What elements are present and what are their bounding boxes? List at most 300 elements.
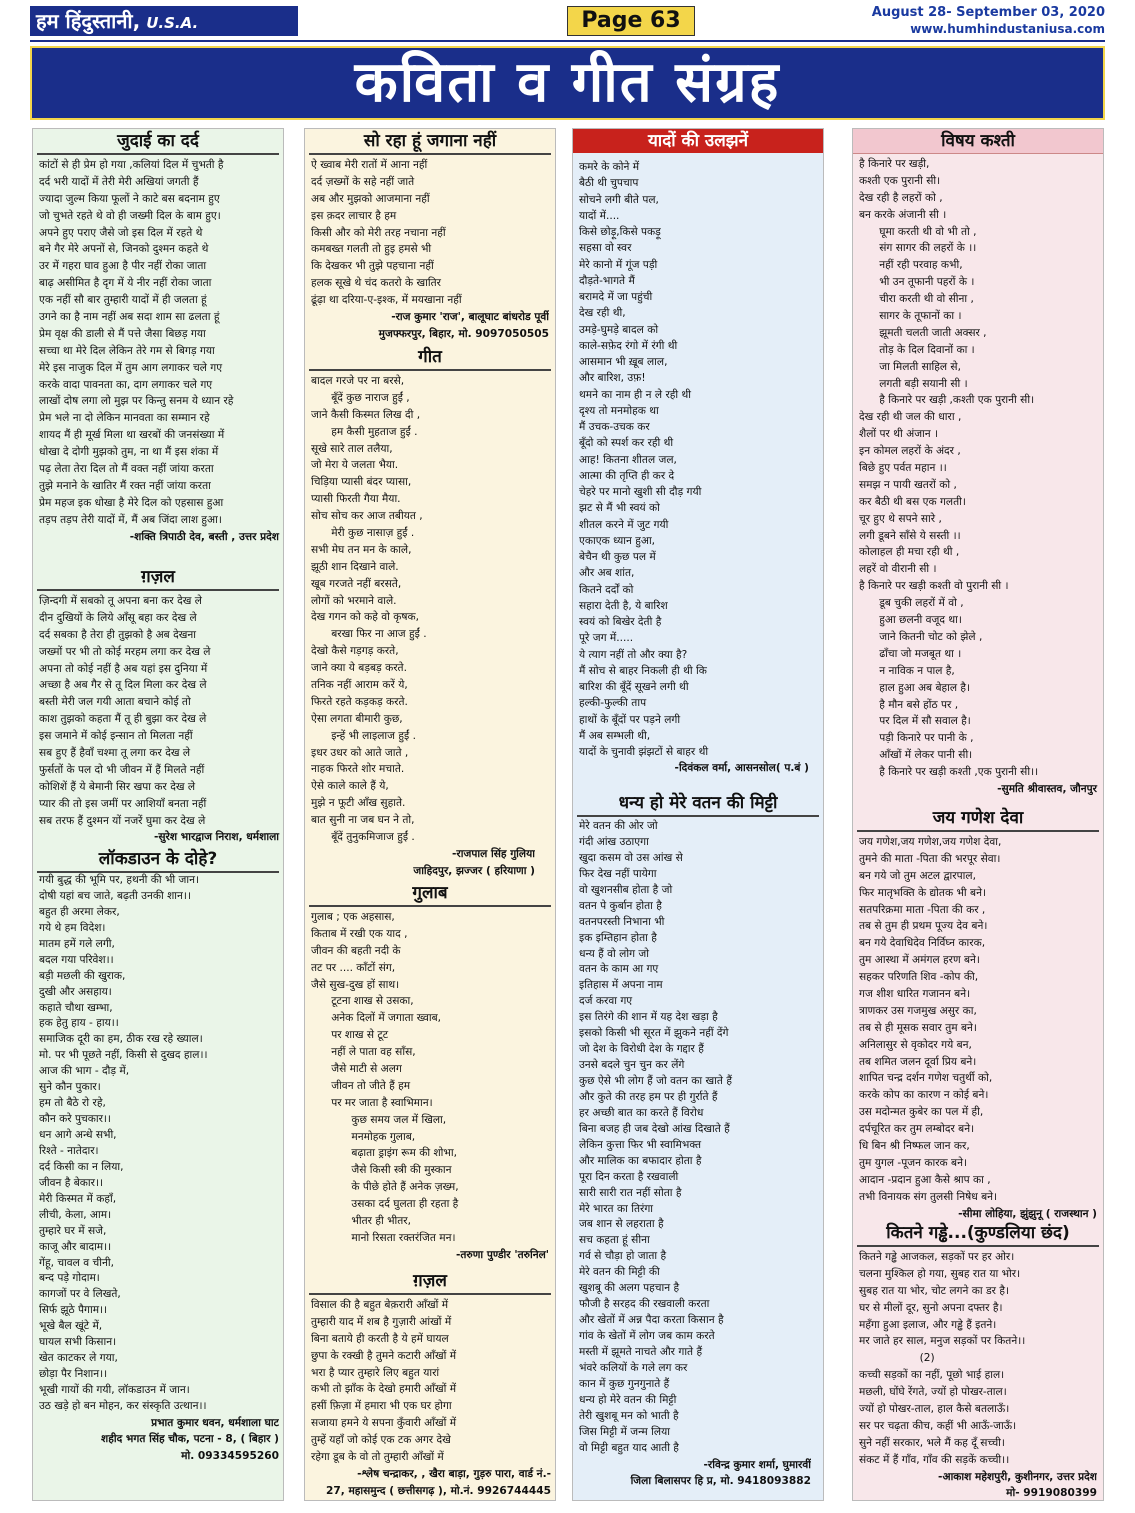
poem-line: गुलाब ; एक अहसास,	[311, 911, 395, 923]
poem-line: है किनारे पर खड़ी ,कश्ती एक पुरानी सी।	[859, 394, 1035, 407]
column-4	[852, 128, 1104, 1501]
poem-credits	[853, 1469, 1103, 1502]
poem-title: जय गणेश देवा	[857, 806, 1099, 832]
poem-credit-line: -राजपाल सिंह गुलिया	[452, 847, 535, 860]
poem-line: कमरे के कोने में	[579, 161, 640, 173]
poem-line: जब शान से लहराता है	[579, 1218, 664, 1231]
poem-judai	[33, 129, 283, 545]
poem-line: बाढ़ असीमित है दृग में ये नीर नहीं रोका जाता	[39, 277, 212, 290]
poem-line: आत्मा की तृप्ति ही कर दे	[579, 469, 675, 482]
poem-line: मेरे भारत का तिरंगा	[579, 1202, 654, 1215]
poem-line: कभी तो झाँक के देखो हमारी आँखों में	[311, 1383, 457, 1396]
poem-line: काजू और बादाम।।	[39, 1240, 112, 1253]
poem-yadon-ki-uljhane	[573, 129, 823, 777]
poem-line: जैसे किसी स्त्री की मुस्कान	[311, 1164, 452, 1177]
poem-credit: -सुरेश भारद्वाज निराश, धर्मशाला	[153, 831, 279, 844]
poem-body	[573, 817, 823, 1457]
poem-line: जैसे सुख-दुख हों साथ।	[311, 978, 400, 991]
poem-line: खुशबू की अलग पहचान है	[579, 1282, 680, 1295]
poem-credits	[305, 846, 555, 879]
poem-so-raha-hun	[305, 129, 555, 342]
poem-line: धन्य हैं वो लोग जो	[579, 947, 650, 960]
poem-line: गर्व से चौड़ा हो जाता है	[579, 1250, 667, 1263]
poem-line: घायल सभी किसान।	[39, 1336, 117, 1349]
poem-line: दीन दुखियों के लिये आँसू बहा कर देख ले	[39, 611, 197, 624]
poem-line: तुम आस्था में अमंगल हरण बने।	[859, 954, 980, 967]
poem-line: मेरे कानो में गूंज पड़ी	[579, 258, 658, 271]
poem-line: देख रही थी,	[579, 307, 626, 320]
poem-title: जुदाई का दर्द	[37, 129, 279, 155]
poem-line: करके वादा पावनता का, दाग लगाकर चले गए	[39, 378, 213, 391]
poem-line: रहेगा डूब के वो तो तुम्हारी आँखों में	[311, 1451, 444, 1464]
poem-line: तुम्हारे घर में सजे,	[39, 1224, 107, 1237]
poem-line: पूरे जग में.....	[579, 632, 634, 645]
poem-line: इसको किसी भी सूरत में झुकने नहीं देंगे	[579, 1027, 729, 1040]
poem-line: कांटों से ही प्रेम हो गया ,कलियां दिल में चुभती है	[39, 159, 224, 171]
poem-line: किसी और को मेरी तरह नचाना नहीं	[311, 226, 446, 239]
poem-line: जैसे माटी से अलग	[311, 1063, 402, 1076]
poem-line: तनिक नहीं आराम करें ये,	[311, 679, 408, 692]
poem-line: लीची, केला, आम।	[39, 1208, 112, 1221]
poem-line: धि बिन श्री निष्फल जान कर,	[859, 1140, 970, 1153]
poem-line: सुने नहीं सरकार, भले मैं कह दूँ सच्ची।	[859, 1436, 1005, 1449]
poem-line: सुबह रात या भोर, चोट लगने का डर है।	[859, 1284, 1010, 1297]
poem-line: गंदी आंख उठाएगा	[579, 835, 649, 848]
poem-line: गये थे हम विदेश।	[39, 921, 106, 934]
poem-line: आह! कितना शीतल जल,	[579, 453, 677, 466]
poem-line: (2)	[859, 1352, 935, 1365]
poem-line: मस्ती में झूमते नाचते और गाते हैं	[579, 1345, 703, 1358]
poem-line: डूब चुकी लहरों में वो ,	[859, 597, 964, 610]
poem-line: कहाते चौथा खम्भा,	[39, 1001, 113, 1014]
poem-line: बारिश की बूँदें सूखने लगी थी	[579, 681, 689, 693]
poem-body	[853, 1247, 1103, 1469]
poem-line: अपने हुए पराए जैसे जो इस दिल में रहते थे	[39, 226, 203, 239]
poem-line: शापित चन्द्र दर्शन गणेश चतुर्थी को,	[859, 1072, 993, 1085]
poem-line: वो मिट्टी बहुत याद आती है	[579, 1441, 679, 1454]
poem-line: पढ़ लेता तेरा दिल तो मैं वक्त नहीं जांया करता	[39, 463, 214, 476]
poem-line: आसमान भी ख़ूब लाल,	[579, 356, 668, 368]
poem-line: बन करके अंजानी सी ।	[859, 208, 947, 221]
poem-line: तुम्हें यहाँ जो कोई एक टक अगर देखे	[311, 1434, 451, 1447]
poem-line: कितने दर्दों को	[579, 583, 634, 596]
poem-line: सूखे सारे ताल तलैया,	[311, 442, 393, 455]
poem-line: हल्की-फुल्की ताप	[579, 697, 647, 710]
poem-line: हम तो बैठे रो रहे,	[39, 1097, 106, 1110]
poem-line: मैं उचक-उचक कर	[579, 421, 650, 433]
poem-line: मैं अब सम्भली थी,	[579, 729, 651, 742]
poem-line: कश्ती एक पुरानी सी।	[859, 174, 941, 187]
poem-line: हाल हुआ अब बेहाल है।	[859, 681, 971, 694]
poem-credit-line: 27, महासमुन्द ( छत्तीसगढ़ ), मो.नं. 9926744445	[325, 1484, 551, 1497]
poem-line: सिर्फ झूठे पैगाम।।	[39, 1304, 108, 1317]
poem-body	[305, 907, 555, 1247]
poem-credit: -शक्ति त्रिपाठी देव, बस्ती , उत्तर प्रदेश	[129, 530, 279, 543]
poem-credit-line: -राज कुमार 'राज', बालूघाट बांधरोड पूर्वी	[391, 311, 549, 324]
poem-line: लगती बड़ी सयानी सी ।	[859, 377, 968, 390]
poem-line: मर जाते हर साल, मनुज सड़कों पर कितने।।	[859, 1335, 1026, 1348]
poem-line: मैं सोच से बाहर निकली ही थी कि	[579, 664, 707, 677]
poem-line: दर्द सबका है तेरा ही तुझको है अब देखना	[39, 628, 196, 641]
poem-line: सहकर परिणति शिव -कोप की,	[859, 971, 979, 984]
poem-line: और खेतों में अन्न पैदा करता किसान है	[579, 1314, 724, 1327]
poem-line: बड़ी मछली की खुराक,	[39, 969, 126, 982]
brand-logo	[30, 6, 298, 36]
poem-line: ऐसा लगता बीमारी कुछ,	[311, 712, 403, 725]
poem-line: कुछ समय जल में खिला,	[311, 1113, 447, 1126]
poem-line: छुपा के रक्खी है तुमने कटारी आँखों में	[311, 1349, 457, 1362]
poem-line: वतन पे कुर्बान होता है	[579, 899, 662, 912]
poem-title: गुलाब	[309, 881, 551, 907]
poem-ghazal-2	[305, 1269, 555, 1499]
poem-line: तब से ही मूसक सवार तुम बने।	[859, 1021, 977, 1034]
poem-gulab	[305, 881, 555, 1263]
poem-line: पूरा दिन करता है रखवाली	[579, 1170, 679, 1183]
poem-line: ढाँचा जो मजबूत था ।	[859, 647, 962, 660]
poem-line: बहुत ही अरमा लेकर,	[39, 905, 120, 918]
poem-line: मछली, घोंघे रेंगते, ज्यों हो पोखर-ताल।	[859, 1386, 1007, 1399]
poem-line: दुखी और असहाय।	[39, 985, 112, 998]
poem-line: मेरी किस्मत में कहाँ,	[39, 1192, 117, 1205]
poem-line: उगने का है नाम नहीं अब सदा शाम सा ढलता हूं	[39, 311, 220, 324]
poem-line: ये त्याग नहीं तो और क्या है?	[579, 648, 688, 661]
poem-line: जय गणेश,जय गणेश,जय गणेश देवा,	[859, 836, 1002, 848]
poem-body	[33, 155, 283, 529]
poem-line: हलक सूखे थे चंद कतरो के खातिर	[311, 277, 442, 290]
poem-line: उर में गहरा घाव हुआ है पीर नहीं रोका जाता	[39, 260, 207, 273]
poem-line: शीतल करने में जुट गयी	[579, 518, 669, 531]
brand-name: हम हिंदुस्तानी,	[36, 9, 141, 33]
poem-line: सोचने लगी बीते पल,	[579, 193, 659, 206]
poem-line: बरामदे में जा पहुंची	[579, 291, 653, 303]
poem-line: है मौन बसे होंठ पर ,	[859, 698, 959, 711]
poem-line: प्रेम भले ना दो लेकिन मानवता का सम्मान रहे	[39, 412, 210, 425]
poem-line: बन्द पड़े गोदाम।	[39, 1272, 100, 1285]
poem-line: समाजिक दूरी का हम, ठीक रख रहे ख्याल।	[39, 1033, 203, 1046]
poem-line: उस मदोन्मत कुबेर का पल में ही,	[859, 1106, 984, 1119]
poem-line: फिरते रहते कड़कड़ करते.	[311, 695, 408, 708]
poem-body	[305, 155, 555, 309]
poem-line: बूँदें कुछ नाराज हुईं ,	[311, 391, 410, 404]
poem-line: देख रही थी जल की धारा ,	[859, 411, 962, 424]
poem-line: लगी डूबने साँसे ये सस्ती ।।	[859, 529, 961, 542]
poem-title: सो रहा हूं जगाना नहीं	[309, 129, 551, 155]
poem-line: बूँदें तुनुकमिजाज हुईं .	[311, 831, 415, 844]
poem-line: तुझे मनाने के खातिर मैं रक्त नहीं जांया करता	[39, 479, 211, 492]
poem-line: जीवन की बहती नदी के	[311, 944, 401, 957]
poem-line: बस्ती मेरी जल गयी आता बचाने कोई तो	[39, 696, 191, 709]
poem-line: गयी बुद्ध की भूमि पर, हथनी की भी जान।	[39, 874, 200, 886]
poem-line: चेहरे पर मानो खुशी सी दौड़ गयी	[579, 486, 702, 498]
poem-line: फिर देख नहीं पायेगा	[579, 867, 657, 880]
poem-line: है किनारे पर खड़ी कश्ती वो पुरानी सी ।	[859, 580, 1009, 593]
poem-credit-line: -आकाश महेशपुरी, कुशीनगर, उत्तर प्रदेश	[938, 1470, 1097, 1483]
poem-line: धन आगे अन्धे सभी,	[39, 1129, 117, 1141]
poem-line: हक हेतु हाय - हाय।।	[39, 1017, 119, 1030]
poem-line: लाखों दोष लगा लो मुझ पर किन्तु सनम ये ध्यान रहे	[39, 395, 234, 408]
poem-title: विषय कश्ती	[853, 129, 1103, 154]
poem-line: चिड़िया प्यासी बंदर प्यासा,	[311, 476, 412, 489]
poem-line: मेरे वतन की ओर जो	[579, 820, 658, 832]
poem-line: सब हुए हैं हैवाँ चश्मा तू लगा कर देख ले	[39, 747, 191, 760]
poem-line: वतन के काम आ गए	[579, 963, 659, 976]
poem-credit-line: मो- 9919080399	[1006, 1487, 1097, 1500]
poem-title: ग़ज़ल	[37, 565, 279, 591]
poem-line: विसाल की है बहुत बेक़रारी आँखों में	[311, 1299, 449, 1311]
poem-body	[853, 832, 1103, 1206]
poem-line: खेत काटकर ले गया,	[39, 1352, 118, 1365]
issue-date: August 28- September 03, 2020	[871, 5, 1105, 20]
poem-line: है किनारे पर खड़ी,	[859, 158, 930, 170]
poem-line: छोड़ा पैर निशान।।	[39, 1368, 108, 1381]
poem-credits	[573, 1457, 823, 1490]
poem-credit: -तरुणा पुण्डीर 'तरुनिल'	[455, 1248, 549, 1261]
poem-line: मेरे इस नाजुक दिल में तुम आग लगाकर चले गए	[39, 361, 223, 374]
poem-line: सजाया हमने ये सपना कुँवारी आँखों में	[311, 1417, 457, 1430]
poem-line: पर मर जाता है स्वाभिमान।	[311, 1096, 433, 1109]
poem-line: टूटना शाख से उसका,	[311, 995, 414, 1008]
poem-credit-line: जाहिदपुर, झज्जर ( हरियाणा )	[413, 864, 535, 877]
poem-line: कुछ ऐसे भी लोग हैं जो वतन का खाते हैं	[579, 1075, 732, 1087]
poem-line: कितने गड्ढे आजकल, सड़कों पर हर ओर।	[859, 1251, 1015, 1263]
header-rule	[30, 40, 1105, 42]
poem-line: ज्यों हो पोखर-ताल, हाल कैसे बतलाऊँ।	[859, 1403, 1010, 1416]
poem-line: तब से तुम ही प्रथम पूज्य देव बने।	[859, 920, 988, 933]
poem-line: है किनारे पर खड़ी कश्ती ,एक पुरानी सी।।	[859, 766, 1039, 779]
poem-line: बैठी थी चुपचाप	[579, 177, 639, 190]
poem-line: स्वयं को बिखेर देती है	[579, 616, 662, 628]
poem-line: बूँदो को स्पर्श कर रही थी	[579, 437, 674, 450]
poem-line: चीरा करती थी वो सीना ,	[859, 293, 974, 306]
poem-line: घूमा करती थी वो भी तो ,	[859, 225, 977, 238]
poem-line: भीतर ही भीतर,	[311, 1215, 412, 1228]
poem-line: जो देश के विरोधी देश के गद्दार हैं	[579, 1043, 704, 1056]
poem-line: गज शीश धारित गजानन बने।	[859, 988, 971, 1001]
poem-line: फिर मातृभक्ति के द्योतक भी बने।	[859, 886, 986, 899]
poem-line: हर अच्छी बात का करते हैं विरोध	[579, 1106, 704, 1119]
poem-line: नहीं रही परवाह कभी,	[859, 259, 963, 272]
poem-line: प्रेम महज इक धोखा है मेरे दिल को एहसास हुआ	[39, 496, 224, 509]
poem-line: एक नहीं सौ बार तुम्हारी यादों में ही जलता हूं	[39, 294, 207, 307]
poem-line: सर पर चढ़ता कीच, कहीं भी आऊँ-जाऊँ।	[859, 1419, 1017, 1432]
poem-title: धन्य हो मेरे वतन की मिट्टी	[577, 791, 819, 817]
poem-line: रिश्ते - नातेदार।	[39, 1144, 99, 1157]
poem-title: ग़ज़ल	[309, 1269, 551, 1295]
poem-line: धन्य हो मेरे वतन की मिट्टी	[579, 1393, 677, 1406]
poem-line: ऐ ख्वाब मेरी रातों में आना नहीं	[311, 159, 428, 171]
poem-line: जाने कितनी चोट को झेले ,	[859, 630, 983, 643]
poem-line: हाथों के बूँदों पर पड़ने लगी	[579, 713, 681, 726]
column-2	[304, 128, 556, 1501]
banner-title: कविता व गीत संग्रह	[354, 50, 781, 115]
poem-line: बढ़ाता ड्राइंग रूम की शोभा,	[311, 1147, 457, 1160]
poem-line: वतनपरस्ती निभाना भी	[579, 915, 665, 928]
poem-credit-line: जिला बिलासपर हि प्र, मो. 9418093882	[630, 1475, 811, 1488]
poem-line: भी उन तूफानी पहरों के ।	[859, 276, 975, 289]
poem-line: यादों में....	[579, 209, 620, 222]
poem-line: दौड़ते-भागते मैं	[579, 274, 635, 287]
poem-line: आदान -प्रदान हुआ कैसे श्राप का ,	[859, 1173, 991, 1186]
poem-line: यादों के चुनावी झंझटों से बाहर थी	[579, 746, 709, 758]
poem-geet	[305, 345, 555, 879]
poem-line: नहीं ले पाता वह साँस,	[311, 1046, 416, 1059]
poem-line: उसका दर्द घुलता ही रहता है	[311, 1198, 459, 1211]
poem-line: सब तरफ हैं दुश्मन यों नजरें घुमा कर देख ले	[39, 814, 206, 827]
page-number: Page 63	[567, 6, 695, 36]
poem-line: हसीं फ़िज़ा में हमारा भी एक घर होगा	[311, 1400, 452, 1413]
poem-line: सोच सोच कर आज तबीयत ,	[311, 510, 423, 523]
website-url: www.humhindustaniusa.com	[910, 22, 1105, 36]
poem-line: दर्द किसी का न लिया,	[39, 1160, 124, 1173]
poem-line: धोखा दे दोगी मुझको तुम, ना था मैं इस शंका में	[39, 446, 219, 459]
poem-line: प्रेम वृक्ष की डाली से मैं पत्ते जैसा बिछड़ गया	[39, 327, 206, 340]
poem-line: उनसे बदले चुन चुन कर लेंगे	[579, 1059, 685, 1072]
poem-line: मो. पर भी पूछते नहीं, किसी से दुखद हाल।।	[39, 1049, 208, 1062]
poem-line: कोलाहल ही मचा रही थी ,	[859, 546, 960, 559]
poem-line: जीवन है बेकार।।	[39, 1176, 104, 1189]
poem-line: आँखों में लेकर पानी सी।	[859, 749, 973, 762]
poem-line: बिना बजह ही जब देखो आंख दिखाते हैं	[579, 1122, 730, 1135]
poem-line: जीवन तो जीते हैं हम	[311, 1079, 411, 1092]
poem-body	[573, 153, 823, 760]
poem-line: कमबख्त गलती तो हुइ हमसे भी	[311, 243, 432, 256]
poem-line: काले-सफ़ेद रंगो में रंगी थी	[579, 339, 678, 352]
poem-line: आज की भाग - दौड़ में,	[39, 1065, 130, 1078]
poem-line: अपना तो कोई नहीं है अब यहां इस दुनिया में	[39, 662, 208, 675]
poem-line: शायद मैं ही मूर्ख मिला था खरबों की जनसंख्या में	[39, 429, 225, 442]
poem-line: कान में कुछ गुनगुनाते हैं	[579, 1377, 670, 1390]
poem-line: बरखा फिर ना आज हुईं .	[311, 628, 427, 641]
poem-dhanya-ho	[573, 791, 823, 1490]
poem-line: इस जमाने में कोई इन्सान तो मिलता नहीं	[39, 730, 193, 743]
poem-line: फौजी है सरहद की रखवाली करता	[579, 1298, 710, 1311]
poem-vishay-kashti	[853, 129, 1103, 798]
poem-kitne-gaddhe	[853, 1221, 1103, 1502]
poem-line: अच्छा है अब गैर से तू दिल मिला कर देख ले	[39, 679, 207, 692]
poem-line: गेंहू, चावल व चीनी,	[39, 1256, 114, 1269]
poem-credit-line: मो. 09334595260	[181, 1450, 279, 1463]
poem-line: जाने कैसी किस्मत लिख दी ,	[311, 408, 421, 421]
poem-credit-line: मुजफ्फरपुर, बिहार, मो. 9097050505	[378, 327, 549, 340]
poem-line: दर्द ज़ख्मों के सहे नहीं जाते	[311, 175, 415, 188]
poem-line: और बारिश, उफ़!	[579, 372, 646, 385]
poem-line: और मालिक का बफादार होता है	[579, 1154, 702, 1167]
poem-line: मेरी कुछ नासाज़ हुईं .	[311, 527, 415, 540]
poem-line: झूमती चलती जाती अक्सर ,	[859, 326, 987, 339]
poem-title: लॉकडाउन के दोहे?	[37, 847, 279, 873]
poem-line: बिछे हुए पर्वत महान ।।	[859, 462, 947, 475]
poem-line: दोषी यहां बच जाते, बढ़ती उनकी शान।।	[39, 889, 191, 902]
poem-line: सागर के तूफानों का ।	[859, 310, 962, 323]
poem-line: सारी सारी रात नहीं सोता है	[579, 1186, 682, 1199]
poem-line: दर्ज करवा गए	[579, 995, 633, 1008]
poem-line: शैलों पर थी अंजान ।	[859, 428, 939, 441]
poem-line: इस क़दर लाचार है हम	[311, 209, 397, 222]
poem-credit-line: प्रभात कुमार धवन, धर्मशाला घाट	[151, 1416, 279, 1429]
poem-line: ज़िन्दगी में सबको तू अपना बना कर देख ले	[39, 595, 202, 607]
poem-credit: -सुमति श्रीवास्तव, जौनपुर	[997, 782, 1097, 795]
poem-line: मुझे न फूटी आँख सुहाते.	[311, 797, 406, 810]
poem-line: बने गैर मेरे अपनों से, जिनको दुश्मन कहते थे	[39, 243, 209, 256]
poem-line: मनमोहक गुलाब,	[311, 1130, 416, 1143]
poem-line: इतिहास में अपना नाम	[579, 979, 663, 992]
poem-line: प्यार की तो इस जमीं पर आशियाँ बनता नहीं	[39, 797, 207, 810]
poem-line: गांव के खेतों में लोग जब काम करते	[579, 1330, 715, 1342]
poem-line: जख्मों पर भी तो कोई मरहम लगा कर देख ले	[39, 645, 211, 658]
poem-title: यादों की उलझनें	[573, 129, 823, 153]
poem-credits	[33, 1415, 283, 1465]
poem-body	[305, 371, 555, 846]
poem-line: फुर्सतों के पल दो भी जीवन में हैं मिलते नहीं	[39, 763, 205, 776]
poem-line: बन गये जो तुम अटल द्वारपाल,	[859, 869, 976, 882]
poem-line: सच्चा था मेरे दिल लेकिन तेरे गम से बिगड़ गया	[39, 344, 215, 357]
poem-credit: -सीमा लोहिया, झुंझुनू ( राजस्थान )	[958, 1207, 1097, 1220]
poem-line: ढूंढ़ा था दरिया-ए-इश्क, में मयखाना नहीं	[311, 294, 462, 307]
poem-line: लहरें वो वीरानी सी ।	[859, 563, 937, 576]
poem-line: पड़ी किनारे पर पानी के ,	[859, 732, 974, 745]
poem-line: अब और मुझको आजमाना नहीं	[311, 192, 430, 205]
poem-line: बात सुनी ना जब घन ने तो,	[311, 814, 415, 827]
poem-line: इधर उधर को आते जाते ,	[311, 746, 409, 759]
poem-line: इस तिरंगे की शान में यह देश खड़ा है	[579, 1011, 718, 1024]
poem-line: भूखे बैल खूंटे में,	[39, 1320, 103, 1333]
poem-line: संकट में हैं गाँव, गाँव की सड़कें कच्ची।।	[859, 1453, 1010, 1466]
poem-line: इन कोमल लहरों के अंदर ,	[859, 445, 961, 458]
poem-body	[33, 591, 283, 829]
poem-line: तेरी खुशबू मन को भाती है	[579, 1409, 679, 1422]
poem-line: अनेक दिलों में जगाता ख्वाब,	[311, 1012, 442, 1025]
poem-line: बादल गरजे पर ना बरसे,	[311, 375, 405, 387]
poem-line: सहसा वो स्वर	[579, 242, 632, 255]
poem-line: लोगों को भरमाने वाले.	[311, 594, 397, 607]
poem-line: भूखी गायों की गयी, लॉकडाउन में जान।	[39, 1384, 190, 1396]
poem-body	[305, 1295, 555, 1466]
poem-line: तुमने की माता -पिता की भरपूर सेवा।	[859, 852, 1001, 865]
poem-line: महँगा हुआ इलाज, और गड्ढे हैं इतने।	[859, 1318, 997, 1331]
poem-line: तड़प तड़प तेरी यादों में, मैं अब जिंदा लाश हुआ।	[39, 513, 222, 526]
poem-credit-line: शहीद भगत सिंह चौक, पटना - 8, ( बिहार )	[101, 1433, 279, 1446]
poem-line: चलना मुश्किल हो गया, सुबह रात या भोर।	[859, 1267, 1021, 1280]
poem-line: बदल गया परिवेश।।	[39, 953, 114, 966]
poem-line: काश तुझको कहता मैं तू ही बुझा कर देख ले	[39, 713, 207, 726]
poem-line: बन गये देवाधिदेव निर्विघ्न कारक,	[859, 937, 986, 950]
poem-line: तोड़ के दिल दिवानों का ।	[859, 343, 975, 356]
poem-lockdown-dohe	[33, 847, 283, 1465]
brand-suffix: U.S.A.	[146, 14, 199, 32]
poem-line: न नाविक न पाल है,	[859, 664, 955, 677]
poem-line: किसे छोड़ू,किसे पकड़ू	[579, 226, 661, 238]
poem-line: लेकिन कुत्ता फिर भी स्वामिभक्त	[579, 1138, 702, 1151]
poem-line: हम कैसी मुहताज हुईं .	[311, 425, 418, 438]
poem-line: मानो रिसता रक्तरंजित मन।	[311, 1231, 456, 1244]
poem-line: समझ न पायी खतरों को ,	[859, 478, 957, 491]
poem-line: सहारा देती है, ये बारिश	[579, 599, 668, 612]
poem-line: जिस मिट्टी में जन्म लिया	[579, 1425, 670, 1438]
poem-line: वो खुशनसीब होता है जो	[579, 883, 673, 896]
poem-title: कितने गड्ढे...(कुण्डलिया छंद)	[857, 1221, 1099, 1247]
masthead	[0, 0, 1135, 42]
poem-line: झट से मैं भी स्वयं को	[579, 502, 660, 515]
poem-credit-line: -श्लेष चन्द्राकर, , खैरा बाड़ा, गुड़रु पारा, वार्ड नं.-	[357, 1467, 551, 1480]
poem-line: घर से मीलों दूर, सुनो अपना दफ्तर है।	[859, 1301, 1003, 1314]
poem-line: प्यासी फिरती गैया मैया.	[311, 493, 401, 506]
poem-credit: -दिवंकल वर्मा, आसनसोल( प.बं )	[674, 762, 809, 775]
poem-line: नाहक फिरते शोर मचाते.	[311, 763, 405, 776]
poem-line: खूब गरजते नहीं बरसते,	[311, 577, 402, 590]
poem-line: कर बैठी थी बस एक गलती।	[859, 495, 966, 508]
poem-line: सतपरिक्रमा माता -पिता की कर ,	[859, 903, 986, 916]
poem-line: झूठी शान दिखाने वाले.	[311, 560, 399, 573]
